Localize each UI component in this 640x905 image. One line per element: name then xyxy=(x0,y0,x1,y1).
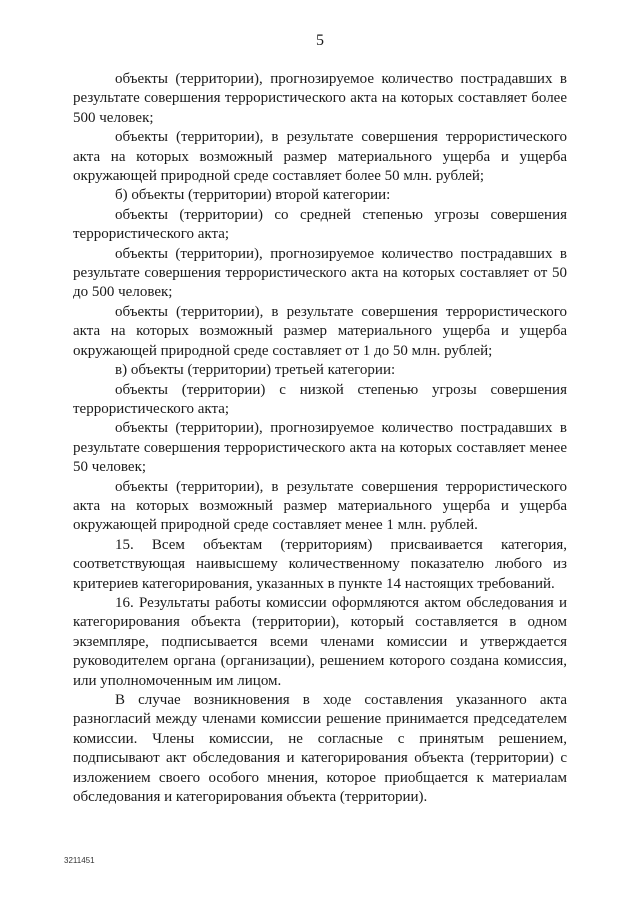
document-body xyxy=(73,70,567,807)
paragraph: объекты (территории), в результате совершения террористического акта на которых возможный размер материального ущерба и ущерба окружающей природной среде составляет от 1 до 50 млн. рублей; xyxy=(73,303,567,359)
paragraph: объекты (территории), прогнозируемое количество пострадавших в результате совершения террористического акта на которых составляет менее 50 человек; xyxy=(73,420,567,476)
paragraph: В случае возникновения в ходе составления указанного акта разногласий между членами комиссии решение принимается председателем комиссии. Члены комиссии, не согласные с принятым решением, подписывают акт обследования и категорирования объекта (территории) с изложением своего особого мнения, которое приобщается к материалам обследования и категорирования объекта (территории). xyxy=(73,692,567,806)
paragraph: в) объекты (территории) третьей категории: xyxy=(115,362,396,379)
paragraph: 16. Результаты работы комиссии оформляются актом обследования и категорирования объекта (территории), который составляется в одном экземпляре, подписывается всеми членами комиссии и утверждается руководителем органа (организации), решением которого создана комиссия, или уполномоченным им лицом. xyxy=(73,594,567,689)
paragraph: объекты (территории), прогнозируемое количество пострадавших в результате совершения террористического акта на которых составляет от 50 до 500 человек; xyxy=(73,245,567,301)
document-code: 3211451 xyxy=(64,856,95,865)
paragraph: 15. Всем объектам (территориям) присваивается категория, соответствующая наивысшему количественному показателю любого из критериев категорирования, указанных в пункте 14 настоящих требований. xyxy=(73,536,567,592)
page-number: 5 xyxy=(316,32,324,49)
paragraph: объекты (территории), в результате совершения террористического акта на которых возможный размер материального ущерба и ущерба окружающей природной среде составляет менее 1 млн. рублей. xyxy=(73,478,567,534)
paragraph: объекты (территории) со средней степенью угрозы совершения террористического акта; xyxy=(73,206,567,243)
paragraph: объекты (территории), прогнозируемое количество пострадавших в результате совершения террористического акта на которых составляет более 500 человек; xyxy=(73,71,567,126)
paragraph: б) объекты (территории) второй категории: xyxy=(115,187,391,204)
paragraph: объекты (территории), в результате совершения террористического акта на которых возможный размер материального ущерба и ущерба окружающей природной среде составляет более 50 млн. рублей; xyxy=(73,129,567,185)
paragraph: объекты (территории) с низкой степенью угрозы совершения террористического акта; xyxy=(73,381,567,417)
